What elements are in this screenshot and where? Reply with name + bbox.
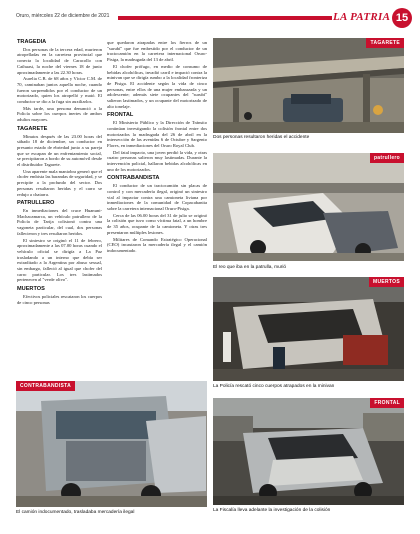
truck-crash-image xyxy=(16,381,207,507)
patrol-car-crash-image xyxy=(213,153,404,261)
frontal-paragraph: El Ministerio Público y la Dirección de Tránsito continúan investigando la colisión frontal entre dos motorizados la madrugada del 26 de abril en la intersección de las avenidas 6 de Octubre y Sargento Flores, en inmediaciones del Oruro Royal Club. xyxy=(107,120,207,148)
page-header xyxy=(0,0,420,22)
photo-tag: TAGARETE xyxy=(366,38,404,48)
tagarete-heading: TAGARETE xyxy=(17,125,48,132)
issue-date: Oruro, miércoles 22 de diciembre de 2021 xyxy=(16,13,110,19)
tragedia-paragraph: Dos personas de la tercera edad, murieron atropelladas en la carretera provincial que conecta la localidad de Caracollo con Caihuasi, la noche del viernes 18 de junio aproximadamente a las 22.30 horas. xyxy=(17,46,102,75)
minivan-crash-image xyxy=(213,277,404,381)
photo-caption: La Fiscalía lleva adelante la investigación de la colisión xyxy=(213,508,331,513)
muertos-paragraph: que quedaron atrapadas entre los fierros de un "surubí" que fue embestido por el conductor de un tractocamión en la carretera internacional Oruro-Pisiga, la madrugada del 13 de abril. xyxy=(107,40,207,63)
contrabandista-heading: CONTRABANDISTA xyxy=(107,175,160,182)
patrullero-heading: PATRULLERO xyxy=(17,200,55,207)
photo-caption: El camión indocumentado, trasladaba mercadería ilegal xyxy=(16,510,135,515)
bridge-crash-image xyxy=(213,38,404,133)
text-column-middle xyxy=(107,40,207,255)
photo-caption: El reo que iba en la patrulla, murió xyxy=(213,265,287,270)
photo-tag: FRONTAL xyxy=(370,398,404,408)
tagarete-paragraph: Minutos después de las 23.00 horas del sábado 18 de diciembre, un conductor en presunto estado de ebriedad junto a su pareja que se escapan de un enfrentamiento social, se precipitaron a bordo de su automóvil desde el distribuidor Tagarete. xyxy=(17,133,102,168)
tragedia-heading: TRAGEDIA xyxy=(17,39,47,45)
photo-contrabandista xyxy=(16,381,207,507)
photo-caption: Dos personas resultaron heridas el accidente xyxy=(213,135,310,140)
newspaper-brand: LA PATRIA xyxy=(333,11,391,23)
tragedia-paragraph: Más tarde, una persona denunció a la Policía sobre los cuerpos inertes de ambos adultos mayores. xyxy=(17,105,102,123)
contrabandista-paragraph: Cerca de las 06.00 horas del 31 de julio se originó la colisión que tuvo como víctima fatal, a un hombre de 35 años, ocupante de la camioneta. Y otras tres presentaron múltiples lesiones. xyxy=(107,212,207,235)
photo-patrullero xyxy=(213,153,404,261)
muertos-paragraph: Efectivos policiales rescataron los cuerpos de cinco personas xyxy=(17,293,102,305)
photo-caption: La Policía rescató cinco cuerpos atrapados en la minivan xyxy=(213,384,335,389)
photo-tag: CONTRABANDISTA xyxy=(16,381,75,391)
photo-tag: patrullero xyxy=(370,153,404,163)
photo-muertos xyxy=(213,277,404,381)
patrullero-paragraph: El siniestro se originó el 11 de febrero, aproximadamente a las 07.00 horas cuando el vehículo oficial se dirigía a La Paz trasladando a un interno que debía ser extraditado a la Argentina por abuso sexual, sin embargo, falleció al igual que chofer del carro particular. Los tres lastimados pertenecen al "verde olivo". xyxy=(17,237,102,283)
contrabandista-paragraph: El conductor de un tractocamión sin placas de control y con mercadería ilegal, originó un siniestro vial al impactar contra una camioneta liviana por inmediaciones de la comunidad de Copacabanita sobre la carretera internacional Oruro-Pisiga. xyxy=(107,183,207,211)
tragedia-paragraph: Aurelia C.B. de 68 años y Víctor C.M. de 70, caminaban juntos aquella noche, cuando fueron sorprendidos por el conductor de un motorizado, quien los atropelló y mató. El conductor se dio a la fuga sin auxiliarlos. xyxy=(17,76,102,105)
frontal-heading: FRONTAL xyxy=(107,112,134,119)
muertos-heading: MUERTOS xyxy=(17,286,45,293)
contrabandista-paragraph: Militares de Comando Estratégico Operacional (CEO) incautaron la mercadería ilegal y el camión indocumentado. xyxy=(107,236,207,253)
page-number: 15 xyxy=(392,8,412,28)
muertos-paragraph: El chofer prófugo, en medio de consumo de bebidas alcohólicas, invadió carril e impactó contra la minivan que se dirigía rumbo a la localidad fronteriza de Pisiga. El accidente según la vida de cinco personas, entre ellos de una mujer embarazada y un adolescente; además siete ocupantes del "surubí" salieron lastimados, y un ocupante del motorizado de alto tonelaje. xyxy=(107,63,207,109)
photo-tagarete xyxy=(213,38,404,133)
patrullero-paragraph: En inmediaciones del cruce Huanuni-Machacamarca, un vehículo patrullero de la Policía de Tarija colisionó contra una vagoneta particular, del cual, dos personas fallecieron y tres resultaron heridos. xyxy=(17,207,102,236)
frontal-collision-image xyxy=(213,398,404,505)
frontal-paragraph: Del fatal impacto, una joven perdió la vida, y otras cuatro personas salieron muy lastimadas. Durante la intervención policial, hallaron bebidas alcohólicas en uno de los motorizados. xyxy=(107,149,207,172)
tagarete-paragraph: Una aparente mala maniobra generó que el chofer embista las barandas de seguridad, y se precipite a la profundo del sector. Dos personas resultaron heridas y el carro se redujo a chatarra. xyxy=(17,168,102,197)
photo-frontal xyxy=(213,398,404,505)
photo-tag: MUERTOS xyxy=(369,277,404,287)
header-rule xyxy=(118,16,332,20)
text-column-left xyxy=(17,40,102,306)
